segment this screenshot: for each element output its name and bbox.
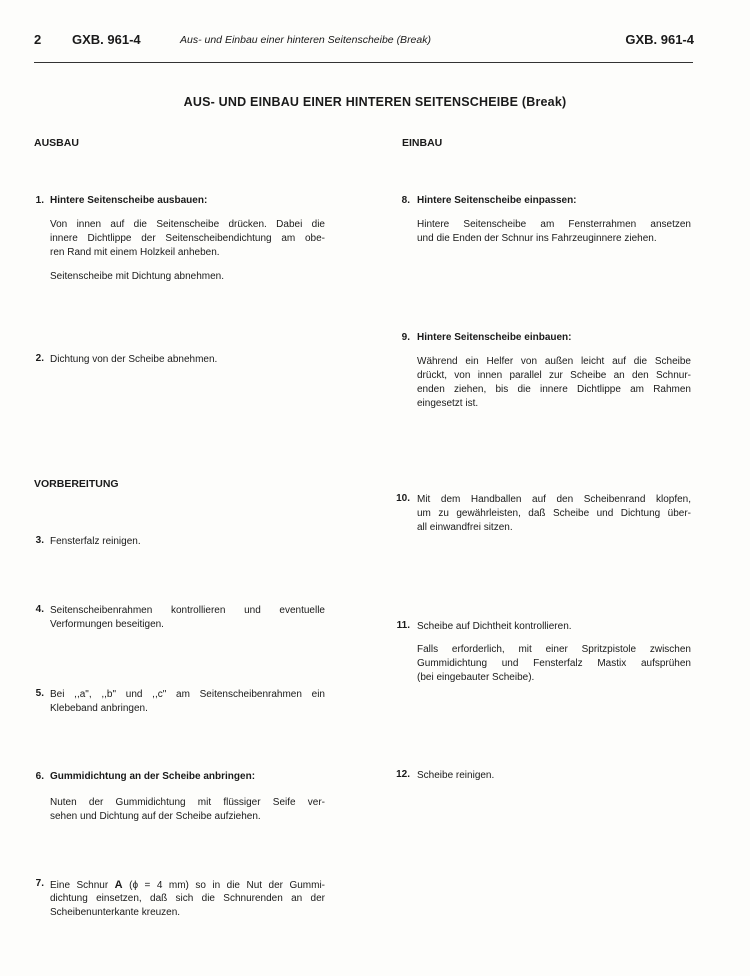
section-ausbau: AUSBAU	[34, 137, 79, 149]
step-4-number: 4.	[35, 604, 44, 615]
step-3-number: 3.	[35, 535, 44, 546]
step-11-detail: Falls erforderlich, mit einer Spritzpistole zwischen Gummidichtung und Fensterfalz Mastix aufsprühen (bei eingebauter Scheibe).	[417, 644, 691, 683]
step-8-number: 8.	[401, 195, 410, 206]
step-9-number: 9.	[401, 332, 410, 343]
step-1-paragraph-1: Von innen auf die Seitenscheibe drücken. Dabei die innere Dichtlippe der Seitenscheibendichtung am obe- ren Rand mit einem Holzkeil anheben.	[50, 219, 325, 258]
step-2-number: 2.	[35, 353, 44, 364]
step-12-text: Scheibe reinigen.	[417, 770, 495, 781]
step-6-number: 6.	[35, 771, 44, 782]
step-8-heading: Hintere Seitenscheibe einpassen:	[417, 195, 577, 206]
cord-label-a: A	[114, 879, 123, 891]
step-9-text: Während ein Helfer von außen leicht auf die Scheibe drückt, von innen parallel zur Scheibe an den Schnur- enden ziehen, bis die innere Dichtlippe am Rahmen eingesetzt ist.	[417, 356, 691, 409]
step-11-text: Scheibe auf Dichtheit kontrollieren.	[417, 621, 572, 632]
step-6-heading: Gummidichtung an der Scheibe anbringen:	[50, 771, 256, 782]
page-number: 2	[34, 32, 42, 47]
step-1-heading: Hintere Seitenscheibe ausbauen:	[50, 195, 208, 206]
step-2-text: Dichtung von der Scheibe abnehmen.	[50, 354, 218, 365]
section-vorbereitung: VORBEREITUNG	[34, 478, 119, 490]
step-7-number: 7.	[35, 878, 44, 889]
step-10-number: 10.	[396, 493, 410, 504]
step-12-number: 12.	[396, 769, 410, 780]
step-8-text: Hintere Seitenscheibe am Fensterrahmen ansetzen und die Enden der Schnur ins Fahrzeuginnere ziehen.	[417, 219, 691, 244]
step-11-number: 11.	[396, 620, 410, 631]
step-1-number: 1.	[35, 195, 44, 206]
page-title: AUS- UND EINBAU EINER HINTEREN SEITENSCHEIBE (Break)	[183, 95, 567, 109]
header-subtitle: Aus- und Einbau einer hinteren Seitenscheibe (Break)	[180, 34, 431, 46]
doc-code-right: GXB. 961-4	[625, 32, 694, 47]
step-9-heading: Hintere Seitenscheibe einbauen:	[417, 332, 572, 343]
doc-code-left: GXB. 961-4	[72, 32, 141, 47]
step-4-text: Seitenscheibenrahmen kontrollieren und eventuelle Verformungen beseitigen.	[50, 605, 325, 630]
step-6-text: Nuten der Gummidichtung mit flüssiger Seife ver- sehen und Dichtung auf der Scheibe aufziehen.	[50, 797, 325, 822]
step-10-text: Mit dem Handballen auf den Scheibenrand klopfen, um zu gewährleisten, daß Scheibe und Dichtung über- all einwandfrei sitzen.	[417, 494, 691, 533]
header-rule	[34, 62, 693, 63]
step-1-paragraph-2: Seitenscheibe mit Dichtung abnehmen.	[50, 271, 224, 282]
step-7-text: Eine Schnur A (ϕ = 4 mm) so in die Nut der Gummi- dichtung einsetzen, daß sich die Schnurenden an der Scheibenunterkante kreuzen.	[50, 879, 325, 918]
section-einbau: EINBAU	[402, 137, 443, 149]
step-5-text: Bei ,,a", ,,b" und ,,c" am Seitenscheibenrahmen ein Klebeband anbringen.	[50, 689, 325, 714]
step-5-number: 5.	[35, 688, 44, 699]
step-3-text: Fensterfalz reinigen.	[50, 536, 141, 547]
